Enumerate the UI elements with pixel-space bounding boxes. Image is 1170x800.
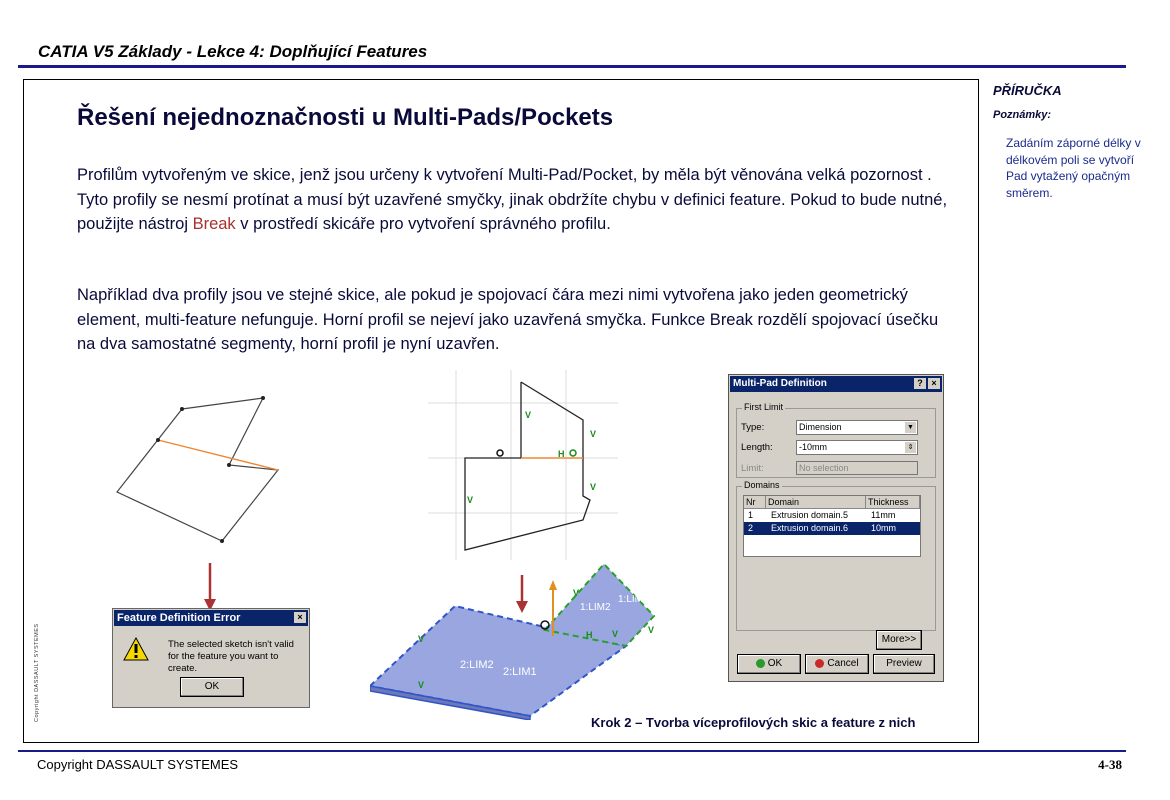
limit-selection-field: No selection (796, 461, 918, 475)
break-tool-name: Break (192, 215, 236, 233)
sidebar-notes-label: Poznámky: (993, 109, 1052, 121)
paragraph-1-text-b: v prostředí skicáře pro vytvoření správného profilu. (235, 215, 611, 233)
spin-stepper-icon[interactable]: ⇕ (905, 442, 916, 453)
close-icon[interactable]: × (928, 378, 940, 389)
error-message: The selected sketch isn't valid for the feature you want to create. (168, 639, 294, 674)
close-icon[interactable]: × (294, 612, 306, 623)
row-domain: Extrusion domain.6 (771, 523, 849, 533)
constraint-label: V (590, 482, 597, 492)
constraint-label: V (418, 634, 425, 644)
more-button[interactable]: More>> (876, 630, 922, 650)
constraint-label: V (612, 629, 619, 639)
vertical-copyright-text: Copyright DASSAULT SYSTEMES (34, 623, 40, 722)
constraint-label: V (573, 588, 580, 598)
header-rule (18, 65, 1126, 68)
cancel-red-icon (815, 659, 824, 668)
help-icon[interactable]: ? (914, 378, 926, 389)
paragraph-1 (77, 163, 957, 237)
ok-button[interactable]: OK (180, 677, 244, 697)
column-header-thickness[interactable]: Thickness (866, 496, 920, 509)
cancel-button[interactable] (805, 654, 869, 674)
sidebar-heading: PŘÍRUČKA (993, 83, 1062, 98)
footer-copyright: Copyright DASSAULT SYSTEMES (37, 757, 239, 772)
limit-label: 1:LIM2 (580, 602, 611, 613)
preview-button[interactable]: Preview (873, 654, 935, 674)
error-dialog-title: Feature Definition Error (117, 612, 241, 624)
down-arrow-icon (200, 563, 220, 613)
constraint-label: V (467, 495, 474, 505)
limit-label: Limit: (741, 463, 764, 474)
ok-green-icon (756, 659, 765, 668)
type-label: Type: (741, 422, 765, 433)
row-domain: Extrusion domain.5 (771, 510, 849, 520)
ok-button[interactable] (737, 654, 801, 674)
length-input[interactable] (796, 440, 918, 455)
limit-label: 2:LIM1 (503, 666, 537, 678)
constraint-label: V (525, 410, 532, 420)
limit-label: 1:LIM1 (618, 594, 649, 605)
paragraph-2: Například dva profily jsou ve stejné skice, ale pokud je spojovací čára mezi nimi vytvořena jako jeden geometrický element, multi-feature nefunguje. Horní profil se nejeví jako uzavřená smyčka. Funkce Break rozdělí spojovací úsečku na dva samostatné segmenty, horní profil je nyní uzavřen. (77, 286, 939, 353)
column-header-nr[interactable]: Nr (744, 496, 766, 509)
header-title: CATIA V5 Základy - Lekce 4: Doplňující Features (38, 42, 428, 61)
row-nr: 1 (748, 510, 754, 520)
feature-definition-error-dialog (112, 608, 310, 708)
ok-button-label: OK (767, 658, 783, 669)
footer-rule (18, 750, 1126, 752)
first-limit-label: First Limit (744, 402, 783, 412)
sketch-constrained-profile (428, 370, 618, 560)
type-select-value: Dimension (799, 422, 842, 432)
slide-title: Řešení nejednoznačnosti u Multi-Pads/Pockets (77, 104, 614, 131)
constraint-label: V (648, 625, 655, 635)
table-row-selected[interactable] (744, 522, 920, 535)
domains-label: Domains (744, 480, 780, 490)
row-nr: 2 (748, 523, 754, 533)
constraint-label: V (590, 429, 597, 439)
domains-table (743, 495, 921, 557)
page-number: 4-38 (1098, 757, 1122, 772)
column-header-domain[interactable]: Domain (766, 496, 866, 509)
type-select[interactable] (796, 420, 918, 435)
multipad-3d-result (370, 560, 670, 720)
multipad-dialog-title: Multi-Pad Definition (733, 378, 827, 389)
constraint-label: H (586, 630, 593, 640)
step-caption: Krok 2 – Tvorba víceprofilových skic a feature z nich (591, 715, 916, 730)
table-row[interactable] (744, 509, 920, 522)
sidebar-note: Zadáním záporné délky v délkovém poli se vytvoří Pad vytažený opačným směrem. (1006, 136, 1141, 200)
row-thickness: 10mm (871, 523, 897, 533)
error-dialog-titlebar (114, 610, 308, 626)
sketch-quadrilateral-illustration (110, 390, 290, 550)
warning-icon (123, 637, 149, 661)
constraint-label: V (418, 680, 425, 690)
constraint-label: H (558, 449, 565, 459)
length-input-value: -10mm (799, 442, 828, 452)
length-label: Length: (741, 442, 773, 453)
limit-label: 2:LIM2 (460, 659, 494, 671)
cancel-button-label: Cancel (827, 658, 859, 669)
multipad-definition-dialog (728, 374, 944, 682)
multipad-dialog-titlebar (730, 376, 942, 392)
paragraph-1-text-a: Profilům vytvořeným ve skice, jenž jsou určeny k vytvoření Multi-Pad/Pocket, by měla být věnována velká pozornost . Tyto profily se nesmí protínat a musí být uzavřené smyčky, jinak obdržíte chybu v definici feature. Pokud to bude nutné, použijte nástroj (77, 166, 948, 233)
row-thickness: 11mm (871, 510, 896, 520)
chevron-down-icon[interactable]: ▼ (905, 422, 916, 433)
vertical-copyright (30, 600, 44, 725)
